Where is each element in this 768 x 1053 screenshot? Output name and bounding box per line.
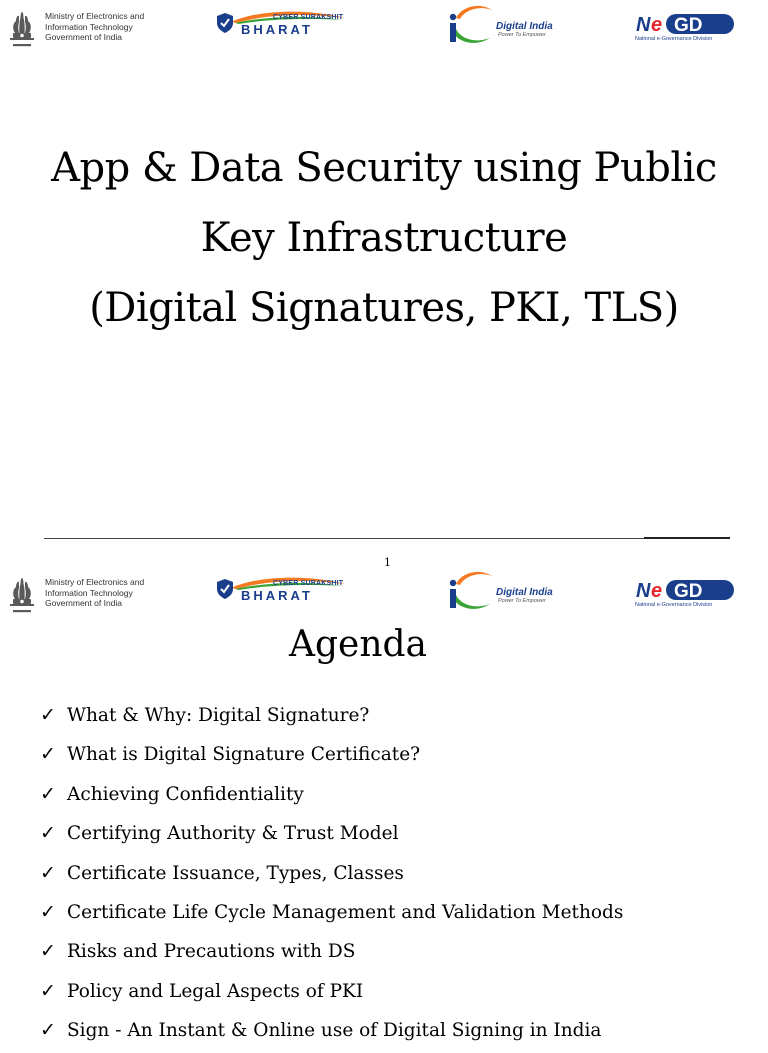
agenda-item-text: Certificate Life Cycle Management and Validation Methods: [67, 901, 624, 923]
checkmark-icon: ✓: [40, 743, 56, 766]
checkmark-icon: ✓: [40, 782, 56, 805]
ministry-name: [45, 11, 144, 43]
agenda-item-text: Sign - An Instant & Online use of Digital Signing in India: [67, 1020, 602, 1042]
digital-india-logo: [440, 2, 565, 48]
agenda-item-text: What & Why: Digital Signature?: [67, 705, 370, 726]
ministry-name: [45, 577, 144, 609]
digital-india-mark-icon: [440, 568, 494, 614]
shield-icon: [215, 12, 235, 34]
bharat-label: BHARAT: [241, 22, 313, 37]
negd-subtitle: National e-Governance Division: [635, 602, 713, 608]
digital-india-tagline: Power To Empower: [498, 598, 546, 604]
slide-title: [0, 133, 768, 343]
state-emblem-logo: [4, 9, 40, 49]
digital-india-tagline: Power To Empower: [498, 32, 546, 38]
agenda-item-text: Policy and Legal Aspects of PKI: [67, 980, 364, 1002]
agenda-slide: [0, 572, 768, 1042]
cyber-surakshit-bharat-logo: [213, 8, 348, 38]
checkmark-icon: ✓: [40, 900, 56, 923]
agenda-item: [40, 856, 623, 895]
agenda-item: [40, 934, 623, 973]
agenda-item: [40, 777, 623, 816]
svg-text:GD: GD: [674, 581, 703, 602]
agenda-list: [40, 698, 623, 1053]
shield-icon: [215, 578, 235, 600]
agenda-item: [40, 816, 623, 855]
svg-text:e: e: [651, 14, 663, 36]
checkmark-icon: ✓: [40, 861, 56, 884]
ministry-line: Ministry of Electronics and: [45, 577, 145, 587]
agenda-item: [40, 737, 623, 776]
svg-text:N: N: [636, 14, 651, 36]
agenda-item: [40, 895, 623, 934]
footer-divider: [44, 538, 730, 539]
agenda-item-text: Certifying Authority & Trust Model: [67, 823, 399, 845]
digital-india-mark-icon: [440, 2, 494, 48]
bharat-label: BHARAT: [241, 588, 313, 603]
digital-india-logo: [440, 568, 565, 614]
negd-logo: [634, 12, 738, 44]
ministry-line: Information Technology: [45, 587, 133, 598]
negd-wordmark-icon: [634, 578, 736, 602]
digital-india-title: Digital India: [496, 587, 553, 598]
negd-wordmark-icon: [634, 12, 736, 36]
agenda-item-text: What is Digital Signature Certificate?: [67, 744, 421, 766]
slide-title-line: (Digital Signatures, PKI, TLS): [89, 285, 679, 331]
state-emblem-logo: [4, 575, 40, 615]
agenda-item: [40, 1013, 623, 1052]
slide-title-line: Key Infrastructure: [200, 215, 568, 261]
checkmark-icon: ✓: [40, 822, 56, 845]
negd-subtitle: National e-Governance Division: [635, 36, 713, 42]
checkmark-icon: ✓: [40, 704, 56, 726]
agenda-item-text: Certificate Issuance, Types, Classes: [67, 862, 404, 884]
agenda-item: [40, 698, 623, 737]
svg-text:GD: GD: [674, 15, 703, 36]
svg-text:N: N: [636, 580, 651, 602]
svg-text:e: e: [651, 580, 663, 602]
agenda-item: [40, 974, 623, 1013]
footer-divider-accent: [644, 537, 730, 539]
agenda-title: Agenda: [288, 624, 428, 665]
agenda-item-text: Achieving Confidentiality: [67, 783, 304, 805]
checkmark-icon: ✓: [40, 979, 56, 1002]
page-number: 1: [384, 556, 391, 569]
checkmark-icon: ✓: [40, 1019, 56, 1042]
slide-title-line: App & Data Security using Public: [51, 145, 717, 191]
cyber-surakshit-label: CYBER SURAKSHIT: [273, 580, 344, 587]
cyber-surakshit-label: CYBER SURAKSHIT: [273, 14, 344, 21]
ministry-line: Ministry of Electronics and: [45, 11, 145, 21]
ministry-line: Information Technology: [45, 21, 133, 32]
agenda-item-text: Risks and Precautions with DS: [67, 941, 356, 963]
ministry-line: Government of India: [45, 598, 123, 608]
digital-india-title: Digital India: [496, 21, 553, 32]
checkmark-icon: ✓: [40, 940, 56, 963]
negd-logo: [634, 578, 738, 610]
ministry-line: Government of India: [45, 32, 123, 42]
cyber-surakshit-bharat-logo: [213, 574, 348, 604]
